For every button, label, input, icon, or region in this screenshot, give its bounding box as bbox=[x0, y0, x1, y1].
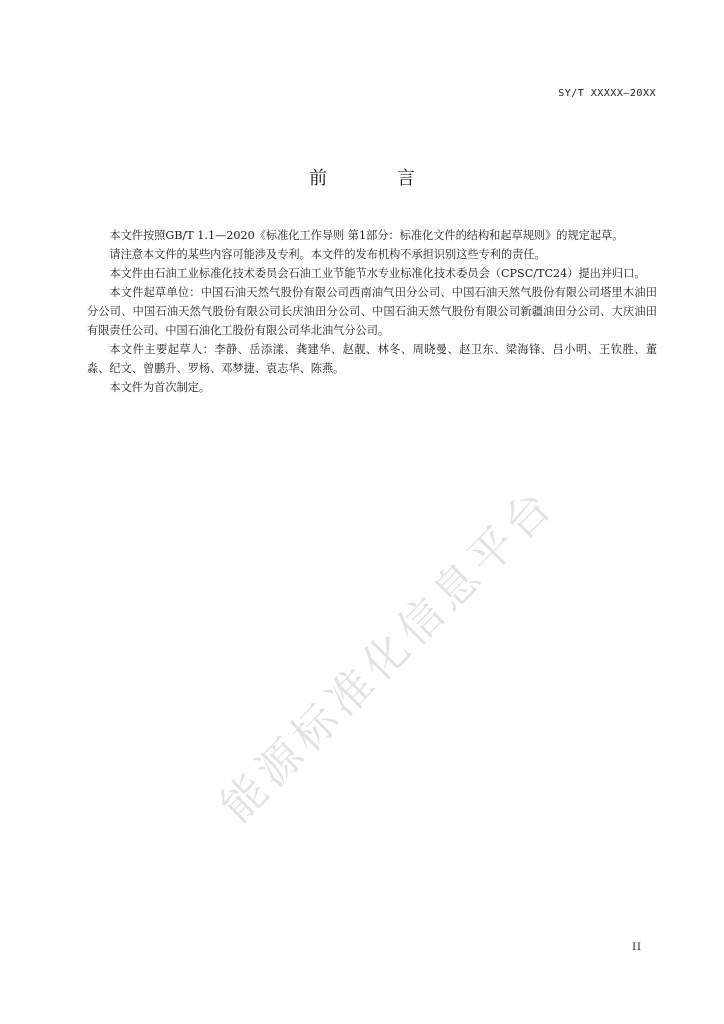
paragraph-drafters: 本文件主要起草人：李静、岳添漾、龚建华、赵靓、林冬、周晓曼、赵卫东、梁海锋、吕小明、王钦胜、董淼、纪文、曾鹏升、罗杨、邓梦捷、袁志华、陈燕。 bbox=[87, 343, 657, 375]
paragraph-first-edition: 本文件为首次制定。 bbox=[109, 381, 211, 394]
foreword-body bbox=[87, 226, 657, 397]
standard-code: SY/T XXXXX—20XX bbox=[558, 88, 656, 99]
watermark: 能源标准化信息平台 bbox=[211, 478, 566, 833]
paragraph-proposer: 本文件由石油工业标准化技术委员会石油工业节能节水专业标准化技术委员会（CPSC/TC24）提出并归口。 bbox=[109, 267, 646, 280]
page-title: 前 言 bbox=[309, 168, 447, 189]
paragraph-drafting-rules: 本文件按照GB/T 1.1—2020《标准化工作导则 第1部分：标准化文件的结构和起草规则》的规定起草。 bbox=[109, 229, 624, 242]
page-number: II bbox=[632, 942, 642, 953]
paragraph-patent-notice: 请注意本文件的某些内容可能涉及专利。本文件的发布机构不承担识别这些专利的责任。 bbox=[109, 248, 546, 261]
paragraph-drafting-units: 本文件起草单位：中国石油天然气股份有限公司西南油气田分公司、中国石油天然气股份有限公司塔里木油田分公司、中国石油天然气股份有限公司长庆油田分公司、中国石油天然气股份有限公司新疆油田分公司、大庆油田有限责任公司、中国石油化工股份有限公司华北油气分公司。 bbox=[87, 286, 657, 337]
